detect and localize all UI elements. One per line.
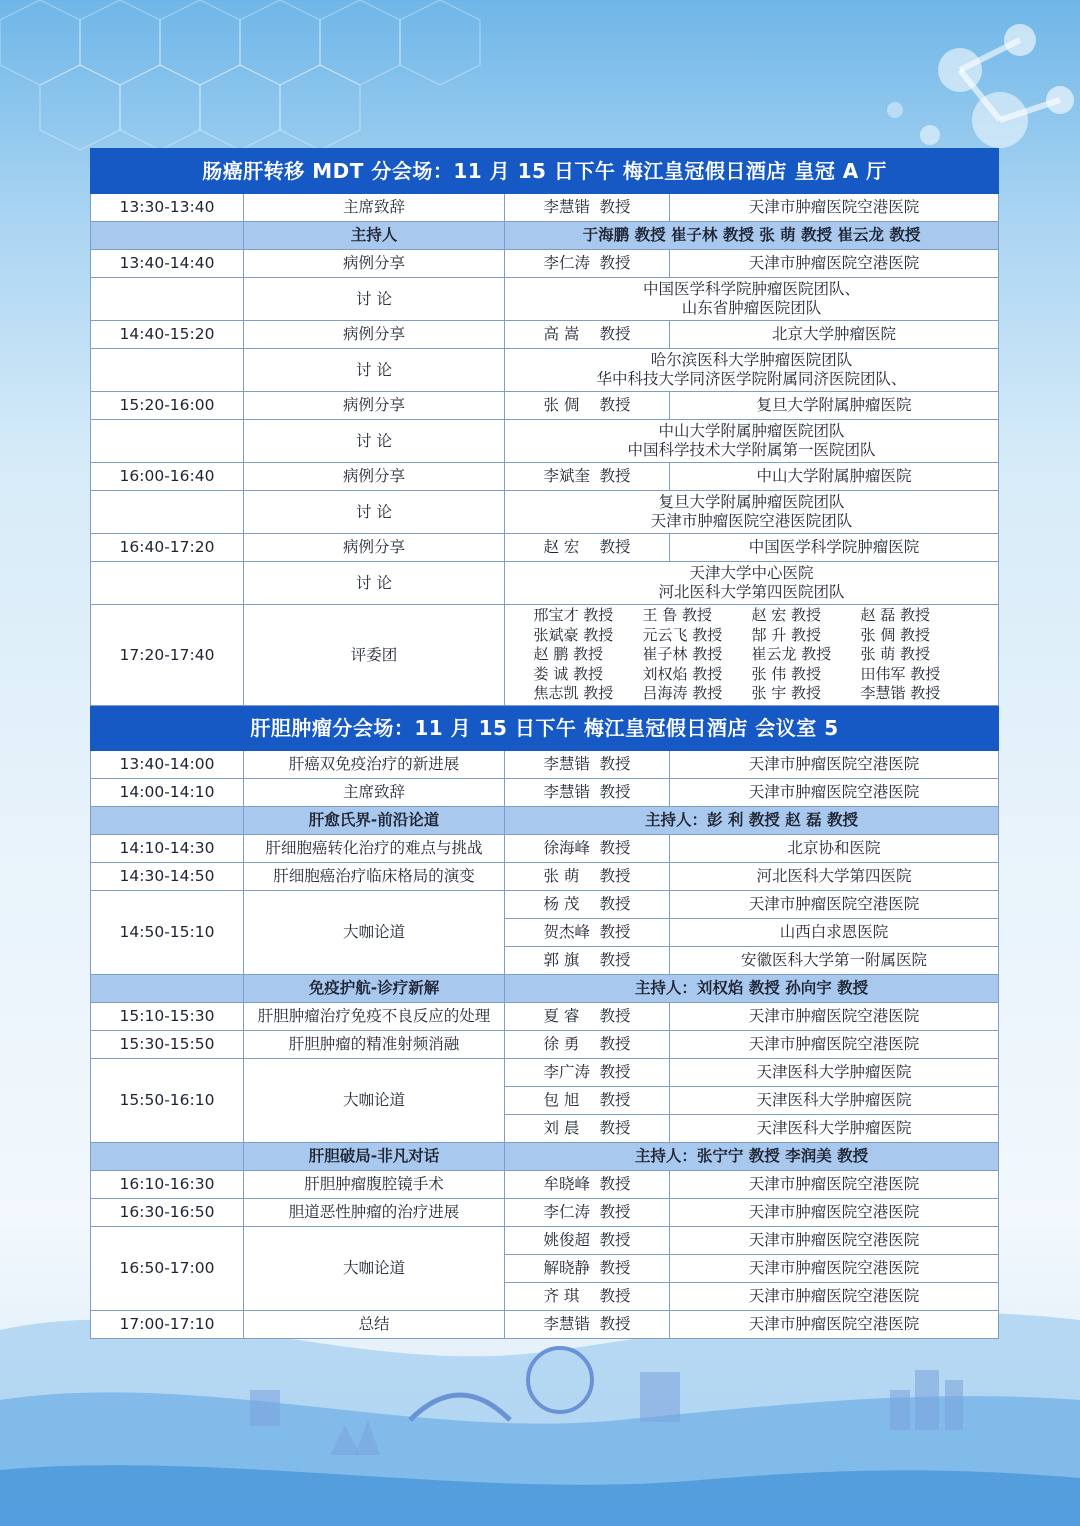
speaker-title: 教授 bbox=[599, 467, 631, 485]
time-cell: 13:40-14:00 bbox=[91, 751, 244, 779]
table-row bbox=[91, 250, 999, 278]
panel-row bbox=[91, 1059, 999, 1087]
org-cell: 天津市肿瘤医院空港医院 bbox=[670, 1199, 999, 1227]
speaker-title: 教授 bbox=[599, 254, 631, 272]
org-cell: 天津医科大学肿瘤医院 bbox=[670, 1087, 999, 1115]
discussion-teams bbox=[505, 562, 999, 605]
block-heading: 免疫护航-诊疗新解 bbox=[244, 975, 505, 1003]
judge-member: 吕海涛 教授 bbox=[642, 684, 723, 703]
speaker bbox=[543, 1203, 630, 1222]
speaker-name: 李慧锴 bbox=[543, 783, 590, 801]
team-name: 天津大学中心医院 bbox=[689, 564, 814, 582]
topic-cell: 肝胆肿瘤腹腔镜手术 bbox=[244, 1171, 505, 1199]
speaker-cell bbox=[505, 1115, 670, 1143]
block-heading: 肝胆破局-非凡对话 bbox=[244, 1143, 505, 1171]
schedule-body bbox=[91, 149, 999, 1339]
judge-member: 邢宝才 教授 bbox=[533, 606, 614, 625]
speaker bbox=[543, 1175, 630, 1194]
section1-title-row bbox=[91, 149, 999, 194]
empty-cell bbox=[91, 491, 244, 534]
org-cell: 天津市肿瘤医院空港医院 bbox=[670, 1227, 999, 1255]
speaker-title: 教授 bbox=[599, 1063, 631, 1081]
speaker bbox=[543, 951, 630, 970]
topic-cell: 肝癌双免疫治疗的新进展 bbox=[244, 751, 505, 779]
speaker bbox=[543, 783, 630, 802]
host-label: 主持人 bbox=[244, 222, 505, 250]
judges-row bbox=[91, 605, 999, 706]
org-cell: 山西白求恩医院 bbox=[670, 919, 999, 947]
speaker-title: 教授 bbox=[599, 867, 631, 885]
speaker-title: 教授 bbox=[599, 951, 631, 969]
discussion-label: 讨 论 bbox=[244, 420, 505, 463]
discussion-label: 讨 论 bbox=[244, 349, 505, 392]
org-cell: 北京大学肿瘤医院 bbox=[670, 321, 999, 349]
speaker-title: 教授 bbox=[599, 1091, 631, 1109]
org-cell: 天津医科大学肿瘤医院 bbox=[670, 1059, 999, 1087]
judge-member: 焦志凯 教授 bbox=[533, 684, 614, 703]
empty-cell bbox=[91, 349, 244, 392]
speaker bbox=[543, 1007, 630, 1026]
speaker-name: 杨 茂 bbox=[543, 895, 580, 913]
speaker-cell bbox=[505, 321, 670, 349]
speaker-cell bbox=[505, 1031, 670, 1059]
empty-cell bbox=[91, 807, 244, 835]
table-row bbox=[91, 392, 999, 420]
speaker-name: 郭 旗 bbox=[543, 951, 580, 969]
speaker bbox=[543, 1259, 630, 1278]
judge-member: 元云飞 教授 bbox=[642, 625, 723, 644]
speaker-title: 教授 bbox=[599, 538, 631, 556]
speaker-name: 张 萌 bbox=[543, 867, 580, 885]
judge-member: 张 倜 教授 bbox=[860, 625, 931, 644]
team-name: 中山大学附属肿瘤医院团队 bbox=[658, 422, 845, 440]
topic-cell: 肝胆肿瘤治疗免疫不良反应的处理 bbox=[244, 1003, 505, 1031]
time-cell: 16:40-17:20 bbox=[91, 534, 244, 562]
speaker-title: 教授 bbox=[599, 895, 631, 913]
time-cell: 15:10-15:30 bbox=[91, 1003, 244, 1031]
speaker bbox=[543, 1119, 630, 1138]
speaker-title: 教授 bbox=[599, 1007, 631, 1025]
time-cell: 13:30-13:40 bbox=[91, 194, 244, 222]
block-host: 主持人：刘权焰 教授 孙向宇 教授 bbox=[505, 975, 999, 1003]
discussion-teams bbox=[505, 420, 999, 463]
table-row bbox=[91, 1031, 999, 1059]
judge-member: 崔子林 教授 bbox=[642, 645, 723, 664]
judge-member: 崔云龙 教授 bbox=[751, 645, 832, 664]
speaker-title: 教授 bbox=[599, 1231, 631, 1249]
time-cell: 17:20-17:40 bbox=[91, 605, 244, 706]
topic-cell: 病例分享 bbox=[244, 534, 505, 562]
speaker bbox=[543, 1231, 630, 1250]
topic-cell: 主席致辞 bbox=[244, 779, 505, 807]
speaker-name: 解晓静 bbox=[543, 1259, 590, 1277]
time-cell: 16:50-17:00 bbox=[91, 1227, 244, 1311]
org-cell: 天津市肿瘤医院空港医院 bbox=[670, 194, 999, 222]
empty-cell bbox=[91, 278, 244, 321]
block-heading-row bbox=[91, 1143, 999, 1171]
org-cell: 天津市肿瘤医院空港医院 bbox=[670, 1255, 999, 1283]
speaker-cell bbox=[505, 919, 670, 947]
org-cell: 天津市肿瘤医院空港医院 bbox=[670, 250, 999, 278]
speaker-cell bbox=[505, 534, 670, 562]
panel-row bbox=[91, 1227, 999, 1255]
judge-member: 赵 磊 教授 bbox=[860, 606, 931, 625]
topic-cell: 病例分享 bbox=[244, 250, 505, 278]
empty-cell bbox=[91, 975, 244, 1003]
empty-cell bbox=[91, 222, 244, 250]
host-row bbox=[91, 222, 999, 250]
speaker-name: 赵 宏 bbox=[543, 538, 580, 556]
speaker-cell bbox=[505, 1255, 670, 1283]
time-cell: 16:00-16:40 bbox=[91, 463, 244, 491]
org-cell: 天津市肿瘤医院空港医院 bbox=[670, 1311, 999, 1339]
speaker bbox=[543, 1287, 630, 1306]
table-row bbox=[91, 321, 999, 349]
block-heading-row bbox=[91, 807, 999, 835]
speaker bbox=[543, 1315, 630, 1334]
table-row bbox=[91, 779, 999, 807]
topic-cell: 肝细胞癌治疗临床格局的演变 bbox=[244, 863, 505, 891]
speaker bbox=[543, 396, 630, 415]
topic-cell: 大咖论道 bbox=[244, 1059, 505, 1143]
speaker-name: 刘 晨 bbox=[543, 1119, 580, 1137]
table-row bbox=[91, 534, 999, 562]
speaker-title: 教授 bbox=[599, 839, 631, 857]
empty-cell bbox=[91, 420, 244, 463]
speaker-cell bbox=[505, 863, 670, 891]
speaker-name: 李慧锴 bbox=[543, 198, 590, 216]
judges-list bbox=[505, 605, 999, 706]
judge-member: 王 鲁 教授 bbox=[642, 606, 713, 625]
topic-cell: 病例分享 bbox=[244, 392, 505, 420]
speaker-title: 教授 bbox=[599, 1035, 631, 1053]
speaker-cell bbox=[505, 194, 670, 222]
speaker-title: 教授 bbox=[599, 1315, 631, 1333]
team-name: 天津市肿瘤医院空港医院团队 bbox=[650, 512, 853, 530]
speaker-title: 教授 bbox=[599, 755, 631, 773]
judge-member: 赵 宏 教授 bbox=[751, 606, 822, 625]
speaker-cell bbox=[505, 1227, 670, 1255]
speaker bbox=[543, 839, 630, 858]
section2-title: 肝胆肿瘤分会场：11 月 15 日下午 梅江皇冠假日酒店 会议室 5 bbox=[91, 706, 999, 751]
speaker-name: 齐 琪 bbox=[543, 1287, 580, 1305]
speaker-cell bbox=[505, 392, 670, 420]
judge-member: 张 伟 教授 bbox=[751, 664, 822, 683]
speaker bbox=[543, 1063, 630, 1082]
speaker-cell bbox=[505, 1003, 670, 1031]
table-row bbox=[91, 463, 999, 491]
org-cell: 天津市肿瘤医院空港医院 bbox=[670, 1283, 999, 1311]
time-cell: 14:50-15:10 bbox=[91, 891, 244, 975]
block-heading-row bbox=[91, 975, 999, 1003]
speaker-name: 李慧锴 bbox=[543, 1315, 590, 1333]
speaker-title: 教授 bbox=[599, 1175, 631, 1193]
speaker-cell bbox=[505, 779, 670, 807]
topic-cell: 大咖论道 bbox=[244, 1227, 505, 1311]
judge-member: 田伟军 教授 bbox=[860, 664, 941, 683]
speaker bbox=[543, 1091, 630, 1110]
topic-cell: 胆道恶性肿瘤的治疗进展 bbox=[244, 1199, 505, 1227]
org-cell: 天津市肿瘤医院空港医院 bbox=[670, 891, 999, 919]
speaker bbox=[543, 538, 630, 557]
discussion-row bbox=[91, 420, 999, 463]
speaker-title: 教授 bbox=[599, 198, 631, 216]
org-cell: 北京协和医院 bbox=[670, 835, 999, 863]
discussion-label: 讨 论 bbox=[244, 278, 505, 321]
topic-cell: 大咖论道 bbox=[244, 891, 505, 975]
judge-member: 郜 升 教授 bbox=[751, 625, 822, 644]
molecule-icon bbox=[887, 24, 1074, 148]
speaker-title: 教授 bbox=[599, 1203, 631, 1221]
table-row bbox=[91, 1003, 999, 1031]
speaker bbox=[543, 254, 630, 273]
speaker-name: 李仁涛 bbox=[543, 254, 590, 272]
speaker-cell bbox=[505, 947, 670, 975]
discussion-row bbox=[91, 491, 999, 534]
speaker-cell bbox=[505, 751, 670, 779]
speaker-name: 徐 勇 bbox=[543, 1035, 580, 1053]
discussion-teams bbox=[505, 349, 999, 392]
org-cell: 中国医学科学院肿瘤医院 bbox=[670, 534, 999, 562]
time-cell: 14:10-14:30 bbox=[91, 835, 244, 863]
org-cell: 复旦大学附属肿瘤医院 bbox=[670, 392, 999, 420]
topic-cell: 评委团 bbox=[244, 605, 505, 706]
speaker-title: 教授 bbox=[599, 1287, 631, 1305]
speaker-cell bbox=[505, 1059, 670, 1087]
table-row bbox=[91, 1311, 999, 1339]
discussion-teams bbox=[505, 491, 999, 534]
section1-title: 肠癌肝转移 MDT 分会场：11 月 15 日下午 梅江皇冠假日酒店 皇冠 A 厅 bbox=[91, 149, 999, 194]
org-cell: 天津医科大学肿瘤医院 bbox=[670, 1115, 999, 1143]
time-cell: 16:10-16:30 bbox=[91, 1171, 244, 1199]
team-name: 哈尔滨医科大学肿瘤医院团队 bbox=[650, 351, 853, 369]
speaker bbox=[543, 325, 630, 344]
speaker-cell bbox=[505, 1171, 670, 1199]
hexagon-pattern bbox=[0, 0, 480, 150]
judge-member: 李慧锴 教授 bbox=[860, 684, 941, 703]
topic-cell: 病例分享 bbox=[244, 463, 505, 491]
empty-cell bbox=[91, 562, 244, 605]
speaker-name: 徐海峰 bbox=[543, 839, 590, 857]
time-cell: 15:30-15:50 bbox=[91, 1031, 244, 1059]
judge-member: 赵 鹏 教授 bbox=[533, 645, 604, 664]
org-cell: 天津市肿瘤医院空港医院 bbox=[670, 1003, 999, 1031]
org-cell: 天津市肿瘤医院空港医院 bbox=[670, 751, 999, 779]
table-row bbox=[91, 863, 999, 891]
speaker-cell bbox=[505, 1087, 670, 1115]
speaker-name: 高 嵩 bbox=[543, 325, 580, 343]
speaker-cell bbox=[505, 1199, 670, 1227]
time-cell: 14:30-14:50 bbox=[91, 863, 244, 891]
org-cell: 河北医科大学第四医院 bbox=[670, 863, 999, 891]
org-cell: 天津市肿瘤医院空港医院 bbox=[670, 779, 999, 807]
time-cell: 16:30-16:50 bbox=[91, 1199, 244, 1227]
topic-cell: 主席致辞 bbox=[244, 194, 505, 222]
table-row bbox=[91, 835, 999, 863]
speaker-name: 李慧锴 bbox=[543, 755, 590, 773]
speaker-name: 李广涛 bbox=[543, 1063, 590, 1081]
block-heading: 肝愈氏界-前沿论道 bbox=[244, 807, 505, 835]
org-cell: 中山大学附属肿瘤医院 bbox=[670, 463, 999, 491]
speaker-name: 张 倜 bbox=[543, 396, 580, 414]
time-cell: 17:00-17:10 bbox=[91, 1311, 244, 1339]
speaker-name: 包 旭 bbox=[543, 1091, 580, 1109]
speaker-name: 李斌奎 bbox=[543, 467, 590, 485]
speaker-cell bbox=[505, 835, 670, 863]
table-row bbox=[91, 751, 999, 779]
speaker-name: 牟晓峰 bbox=[543, 1175, 590, 1193]
judge-member: 张 萌 教授 bbox=[860, 645, 931, 664]
discussion-label: 讨 论 bbox=[244, 491, 505, 534]
discussion-label: 讨 论 bbox=[244, 562, 505, 605]
table-row bbox=[91, 194, 999, 222]
org-cell: 天津市肿瘤医院空港医院 bbox=[670, 1031, 999, 1059]
speaker bbox=[543, 1035, 630, 1054]
speaker-cell bbox=[505, 250, 670, 278]
speaker-cell bbox=[505, 463, 670, 491]
time-cell: 13:40-14:40 bbox=[91, 250, 244, 278]
topic-cell: 总结 bbox=[244, 1311, 505, 1339]
speaker-name: 夏 睿 bbox=[543, 1007, 580, 1025]
speaker bbox=[543, 755, 630, 774]
topic-cell: 肝细胞癌转化治疗的难点与挑战 bbox=[244, 835, 505, 863]
team-name: 华中科技大学同济医学院附属同济医院团队、 bbox=[596, 370, 907, 388]
speaker bbox=[543, 923, 630, 942]
org-cell: 天津市肿瘤医院空港医院 bbox=[670, 1171, 999, 1199]
speaker-title: 教授 bbox=[599, 1119, 631, 1137]
team-name: 中国科学技术大学附属第一医院团队 bbox=[627, 441, 876, 459]
speaker-title: 教授 bbox=[599, 1259, 631, 1277]
team-name: 复旦大学附属肿瘤医院团队 bbox=[658, 493, 845, 511]
time-cell: 14:00-14:10 bbox=[91, 779, 244, 807]
speaker bbox=[543, 895, 630, 914]
empty-cell bbox=[91, 1143, 244, 1171]
discussion-row bbox=[91, 562, 999, 605]
team-name: 中国医学科学院肿瘤医院团队、 bbox=[643, 280, 861, 298]
team-name: 河北医科大学第四医院团队 bbox=[658, 583, 845, 601]
section2-title-row bbox=[91, 706, 999, 751]
topic-cell: 肝胆肿瘤的精准射频消融 bbox=[244, 1031, 505, 1059]
topic-cell: 病例分享 bbox=[244, 321, 505, 349]
judge-member: 刘权焰 教授 bbox=[642, 664, 723, 683]
judge-member: 张斌豪 教授 bbox=[533, 625, 614, 644]
schedule-table-container bbox=[90, 148, 998, 1339]
speaker-name: 姚俊超 bbox=[543, 1231, 590, 1249]
speaker-cell bbox=[505, 1283, 670, 1311]
table-row bbox=[91, 1199, 999, 1227]
schedule-table bbox=[90, 148, 999, 1339]
block-host: 主持人：张宁宁 教授 李润美 教授 bbox=[505, 1143, 999, 1171]
time-cell: 15:50-16:10 bbox=[91, 1059, 244, 1143]
discussion-row bbox=[91, 278, 999, 321]
org-cell: 安徽医科大学第一附属医院 bbox=[670, 947, 999, 975]
panel-row bbox=[91, 891, 999, 919]
speaker bbox=[543, 867, 630, 886]
speaker-cell bbox=[505, 891, 670, 919]
speaker-name: 李仁涛 bbox=[543, 1203, 590, 1221]
speaker bbox=[543, 467, 630, 486]
judges-grid bbox=[509, 606, 994, 704]
block-host: 主持人：彭 利 教授 赵 磊 教授 bbox=[505, 807, 999, 835]
time-cell: 14:40-15:20 bbox=[91, 321, 244, 349]
speaker-title: 教授 bbox=[599, 923, 631, 941]
time-cell: 15:20-16:00 bbox=[91, 392, 244, 420]
table-row bbox=[91, 1171, 999, 1199]
discussion-teams bbox=[505, 278, 999, 321]
judge-member: 张 宇 教授 bbox=[751, 684, 822, 703]
speaker-title: 教授 bbox=[599, 396, 631, 414]
judge-member: 娄 诚 教授 bbox=[533, 664, 604, 683]
team-name: 山东省肿瘤医院团队 bbox=[681, 299, 822, 317]
host-names: 于海鹏 教授 崔子林 教授 张 萌 教授 崔云龙 教授 bbox=[505, 222, 999, 250]
discussion-row bbox=[91, 349, 999, 392]
speaker-cell bbox=[505, 1311, 670, 1339]
speaker-title: 教授 bbox=[599, 325, 631, 343]
speaker-name: 贺杰峰 bbox=[543, 923, 590, 941]
speaker-title: 教授 bbox=[599, 783, 631, 801]
